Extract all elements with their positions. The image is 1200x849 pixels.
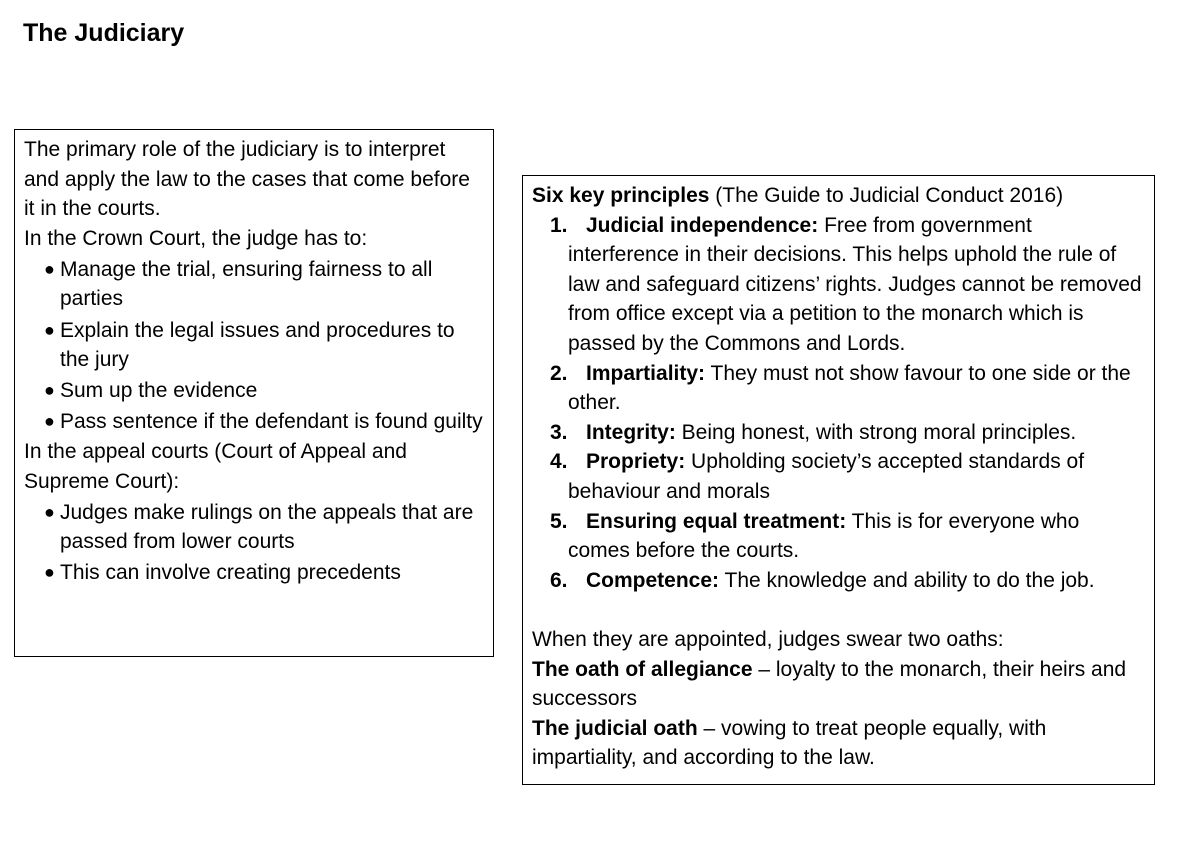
bullet-icon: ● (44, 411, 55, 432)
judiciary-role-box (14, 129, 494, 657)
crown-court-list (24, 255, 483, 437)
oath-judicial: The judicial oath – vowing to treat people equally, with impartiality, and according to the law. (532, 716, 1047, 770)
appeal-courts-heading: In the appeal courts (Court of Appeal and Supreme Court): (24, 439, 407, 493)
intro-text: The primary role of the judiciary is to interpret and apply the law to the cases that come before it in the courts. (24, 138, 470, 221)
oaths-intro: When they are appointed, judges swear two oaths: (532, 627, 1004, 651)
list-item: ● Sum up the evidence (24, 376, 483, 406)
crown-court-heading: In the Crown Court, the judge has to: (24, 226, 368, 250)
principle-item: 3. Integrity: Being honest, with strong moral principles. (550, 420, 1077, 444)
bullet-icon: ● (44, 380, 55, 401)
list-item: ● Explain the legal issues and procedures to the jury (24, 316, 483, 375)
principle-item: 1. Judicial independence: Free from government interference in their decisions. This helps uphold the rule of law and safeguard citizens’ rights. Judges cannot be removed from office except via a petition to the monarch which is passed by the Commons and Lords. (550, 213, 1142, 355)
principles-box (522, 175, 1155, 785)
list-item: ● Manage the trial, ensuring fairness to all parties (24, 255, 483, 314)
list-item: ● Judges make rulings on the appeals that are passed from lower courts (24, 498, 483, 557)
principle-item: 4. Propriety: Upholding society’s accepted standards of behaviour and morals (550, 450, 1085, 503)
list-item: ● This can involve creating precedents (24, 558, 483, 588)
bullet-icon: ● (44, 562, 55, 583)
oath-allegiance: The oath of allegiance – loyalty to the monarch, their heirs and successors (532, 657, 1127, 711)
spacer (532, 595, 1144, 625)
principle-item: 6. Competence: The knowledge and ability to do the job. (550, 568, 1095, 592)
principle-item: 2. Impartiality: They must not show favour to one side or the other. (550, 361, 1131, 415)
principles-list (532, 211, 1144, 596)
page-title: The Judiciary (23, 19, 185, 47)
bullet-icon: ● (44, 258, 55, 279)
list-item: ● Pass sentence if the defendant is found guilty (24, 407, 483, 437)
bullet-icon: ● (44, 501, 55, 522)
principles-heading: Six key principles (The Guide to Judicial Conduct 2016) (532, 184, 1064, 207)
principle-item: 5. Ensuring equal treatment: This is for everyone who comes before the courts. (550, 509, 1080, 563)
appeal-courts-list (24, 498, 483, 588)
bullet-icon: ● (44, 319, 55, 340)
